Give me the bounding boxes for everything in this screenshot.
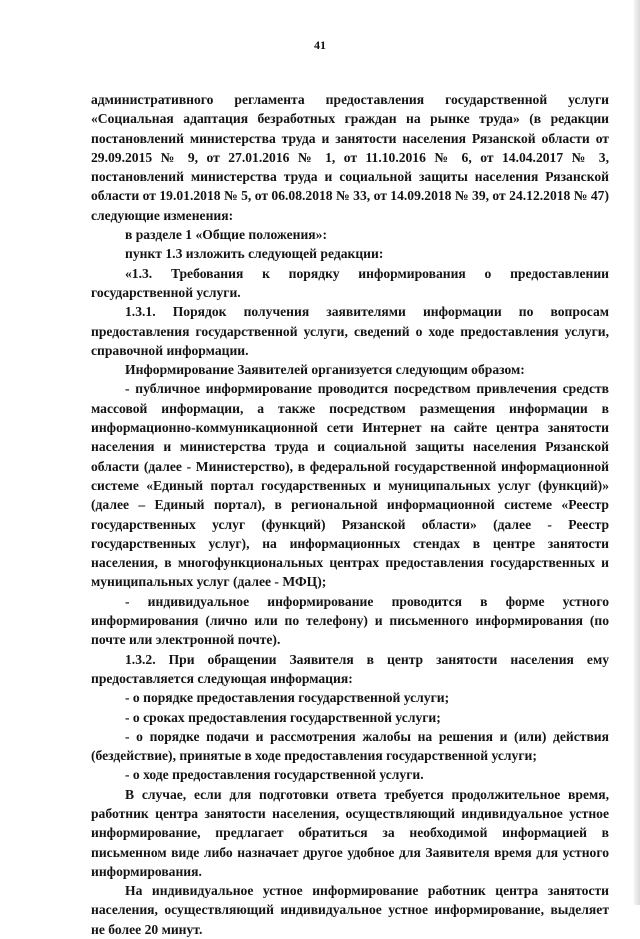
list-item-procedure: - о порядке предоставления государственной услуги; xyxy=(125,690,450,706)
paragraph-informing-organization: Информирование Заявителей организуется следующим образом: xyxy=(125,362,525,378)
list-item-deadlines: - о сроках предоставления государственной услуги; xyxy=(125,709,441,725)
list-item-complaints: - о порядке подачи и рассмотрения жалобы на решения и (или) действия (бездействие), принятые в ходе предоставления государственной услуги; xyxy=(91,728,609,764)
paragraph-individual-informing: - индивидуальное информирование проводится в форме устного информирования (лично или по телефону) и письменного информирования (по почте или электронной почте). xyxy=(91,593,609,648)
document-text xyxy=(91,90,609,939)
paragraph-1-3-1: 1.3.1. Порядок получения заявителями информации по вопросам предоставления государственной услуги, сведений о ходе предоставления услуги, справочной информации. xyxy=(91,304,609,358)
scan-edge-shadow xyxy=(634,0,640,905)
paragraph-requirements-heading: «1.3. Требования к порядку информирования о предоставлении государственной услуги. xyxy=(91,265,609,300)
paragraph-public-informing: - публичное информирование проводится посредством привлечения средств массовой информации, а также посредством размещения информации в информационно-коммуникационной сети Интернет на сайте центра занятости населения и министерства труда и социальной защиты населения Рязанской области (далее - Министерство), в федеральной государственной информационной системе «Единый портал государственных и муниципальных услуг (функций)» (далее – Единый портал), в региональной информационной системе «Реестр государственных услуг (функций) Рязанской области» (далее - Реестр государственных услуг), на информационных стендах в центре занятости населения, в многофункциональных центрах предоставления государственных и муниципальных услуг (далее - МФЦ); xyxy=(91,381,609,590)
paragraph-clause-1-3: пункт 1.3 изложить следующей редакции: xyxy=(125,246,384,262)
paragraph-time-limit: На индивидуальное устное информирование работник центра занятости населения, осуществляющий индивидуальное устное информирование, выделяет не более 20 минут. xyxy=(91,883,609,937)
paragraph-long-preparation: В случае, если для подготовки ответа требуется продолжительное время, работник центра занятости населения, осуществляющий индивидуальное устное информирование, предлагает обратиться за необходимой информацией в письменном виде либо назначает другое удобное для Заявителя время для устного информирования. xyxy=(91,786,609,879)
paragraph-1-3-2: 1.3.2. При обращении Заявителя в центр занятости населения ему предоставляется следующая информация: xyxy=(91,651,609,686)
paragraph-regulation-intro: административного регламента предоставления государственной услуги «Социальная адаптация безработных граждан на рынке труда» (в редакции постановлений министерства труда и занятости населения Рязанской области от 29.09.2015 № 9, от 27.01.2016 № 1, от 11.10.2016 № 6, от 14.04.2017 № 3, постановлений министерства труда и социальной защиты населения Рязанской области от 19.01.2018 № 5, от 06.08.2018 № 33, от 14.09.2018 № 39, от 24.12.2018 № 47) следующие изменения: xyxy=(91,92,609,223)
paragraph-section-1: в разделе 1 «Общие положения»: xyxy=(125,227,327,243)
page-number: 41 xyxy=(314,38,326,52)
list-item-progress: - о ходе предоставления государственной услуги. xyxy=(125,767,424,783)
